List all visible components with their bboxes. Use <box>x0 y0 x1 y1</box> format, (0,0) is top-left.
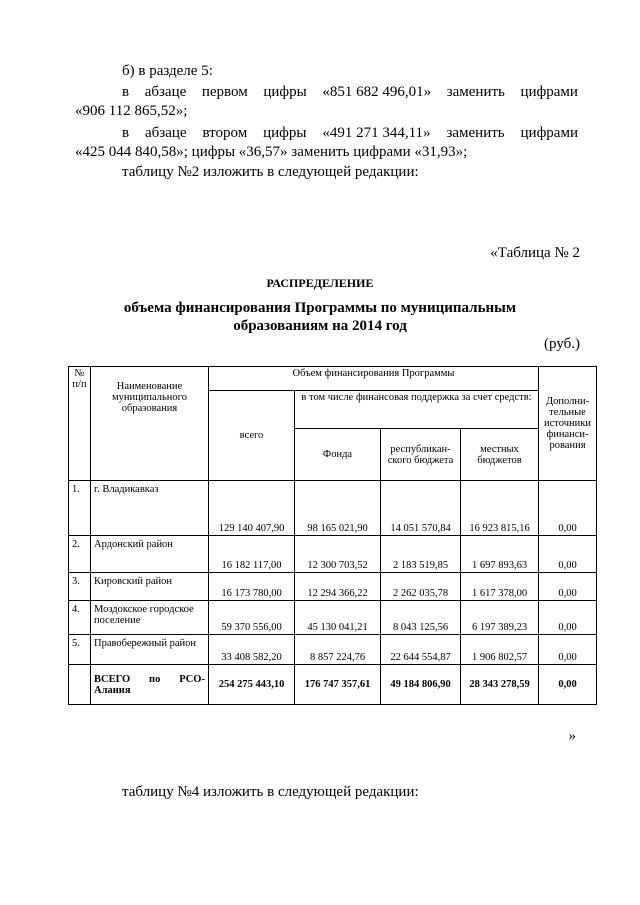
row-total: 16 173 780,00 <box>209 573 295 601</box>
p2-word: цифры <box>263 125 307 141</box>
header-fund: Фонда <box>295 429 381 481</box>
total-row <box>69 665 597 705</box>
header-volume: Объем финансирования Программы <box>209 367 539 391</box>
row-name: Ардонский район <box>91 536 209 573</box>
closing-quote: » <box>568 728 576 744</box>
p1-word: абзаце <box>144 84 187 100</box>
intro-line-p2-cont: «425 044 840,58»; цифры «36,57» заменить цифрами «31,93»; <box>75 144 468 160</box>
intro-line-table2: таблицу №2 изложить в следующей редакции: <box>122 164 419 180</box>
row-total: 16 182 117,00 <box>209 536 295 573</box>
total-local: 28 343 278,59 <box>461 665 539 705</box>
table-row <box>69 635 597 665</box>
p1-word: в <box>122 84 130 100</box>
row-total: 33 408 582,20 <box>209 635 295 665</box>
p1-word: «851 682 496,01» <box>322 84 432 100</box>
total-extra: 0,00 <box>539 665 597 705</box>
p2-word: втором <box>202 125 248 141</box>
header-extra: Дополни-тельные источники финанси-рования <box>539 367 597 481</box>
distribution-table <box>68 366 597 705</box>
row-rep: 2 183 519,85 <box>381 536 461 573</box>
intro-line-p1-cont: «906 112 865,52»; <box>75 103 188 119</box>
row-rep: 8 043 125,56 <box>381 601 461 635</box>
row-fund: 8 857 224,76 <box>295 635 381 665</box>
p2-word: абзаце <box>144 125 187 141</box>
row-num: 3. <box>69 573 91 601</box>
row-local: 6 197 389,23 <box>461 601 539 635</box>
header-total: всего <box>209 391 295 481</box>
unit-label: (руб.) <box>544 336 580 352</box>
row-rep: 22 644 554,87 <box>381 635 461 665</box>
row-name: г. Владикавказ <box>91 481 209 536</box>
row-num: 5. <box>69 635 91 665</box>
intro-line-p2 <box>122 125 578 142</box>
p1-word: первом <box>201 84 248 100</box>
p1-word: цифры <box>263 84 307 100</box>
p2-word: «491 271 344,11» <box>322 125 431 141</box>
table-row <box>69 481 597 536</box>
table-label: «Таблица № 2 <box>490 245 580 261</box>
p1-word: заменить <box>446 84 505 100</box>
row-extra: 0,00 <box>539 481 597 536</box>
total-label-word: РСО- <box>179 673 205 685</box>
header-republic: республикан-ского бюджета <box>381 429 461 481</box>
total-label-word: по <box>149 673 161 685</box>
p2-word: заменить <box>446 125 505 141</box>
total-fund: 176 747 357,61 <box>295 665 381 705</box>
row-name: Правобережный район <box>91 635 209 665</box>
row-extra: 0,00 <box>539 573 597 601</box>
row-extra: 0,00 <box>539 635 597 665</box>
total-label: ВСЕГО по РСО- Алания <box>91 665 209 705</box>
line-table4: таблицу №4 изложить в следующей редакции: <box>122 784 419 800</box>
subheading-line1: объема финансирования Программы по муниципальным <box>123 300 517 316</box>
row-fund: 45 130 041,21 <box>295 601 381 635</box>
row-fund: 12 294 366,22 <box>295 573 381 601</box>
table-row <box>69 536 597 573</box>
row-local: 1 906 802,57 <box>461 635 539 665</box>
heading: РАСПРЕДЕЛЕНИЕ <box>266 276 374 290</box>
row-extra: 0,00 <box>539 601 597 635</box>
total-label-word: ВСЕГО <box>94 673 131 685</box>
row-name: Кировский район <box>91 573 209 601</box>
row-num: 4. <box>69 601 91 635</box>
table-row <box>69 573 597 601</box>
row-local: 16 923 815,16 <box>461 481 539 536</box>
row-local: 1 697 893,63 <box>461 536 539 573</box>
row-extra: 0,00 <box>539 536 597 573</box>
p2-word: цифрами <box>520 125 578 141</box>
row-name: Моздокское городское поселение <box>91 601 209 635</box>
header-num: № п/п <box>69 367 91 481</box>
row-num: 2. <box>69 536 91 573</box>
row-rep: 2 262 035,78 <box>381 573 461 601</box>
row-total: 129 140 407,90 <box>209 481 295 536</box>
p2-word: в <box>122 125 130 141</box>
row-num: 1. <box>69 481 91 536</box>
row-fund: 98 165 021,90 <box>295 481 381 536</box>
p1-word: цифрами <box>520 84 578 100</box>
header-name: Наименование муниципального образования <box>91 367 209 481</box>
total-sum: 254 275 443,10 <box>209 665 295 705</box>
table-row <box>69 601 597 635</box>
header-local: местных бюджетов <box>461 429 539 481</box>
row-rep: 14 051 570,84 <box>381 481 461 536</box>
header-incl: в том числе финансовая поддержка за счет средств: <box>295 391 539 429</box>
intro-line-p1 <box>122 84 578 101</box>
row-fund: 12 300 703,52 <box>295 536 381 573</box>
row-total: 59 370 556,00 <box>209 601 295 635</box>
total-rep: 49 184 806,90 <box>381 665 461 705</box>
intro-line-b: б) в разделе 5: <box>122 63 213 79</box>
row-local: 1 617 378,00 <box>461 573 539 601</box>
subheading-line2: образованиям на 2014 год <box>233 318 407 334</box>
